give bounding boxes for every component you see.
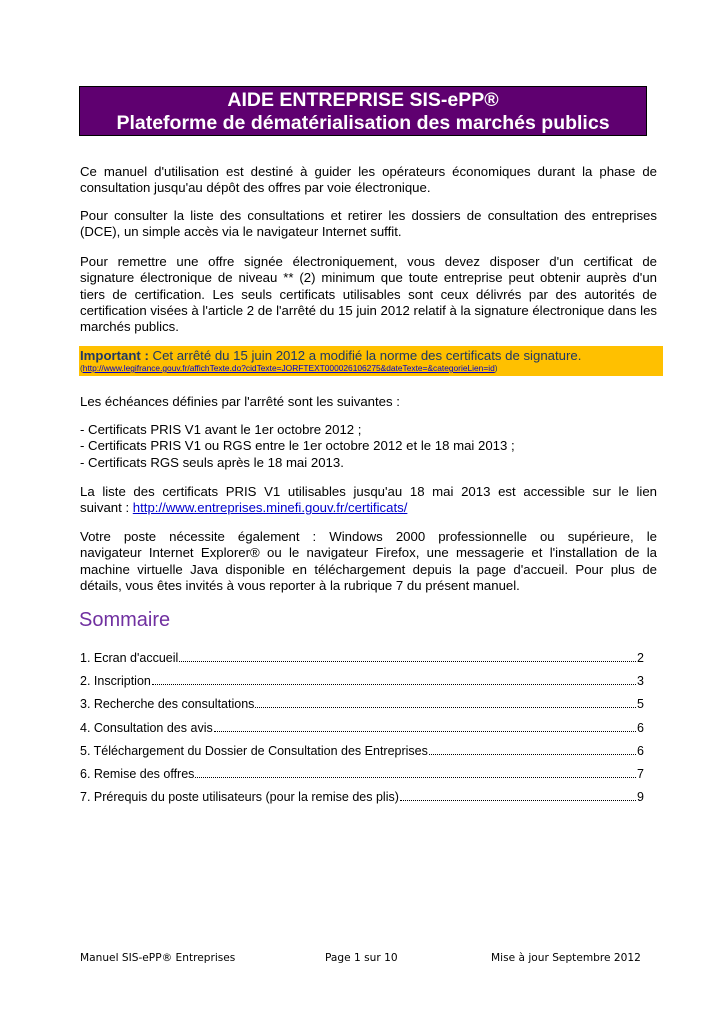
text-line: marchés publics. [80, 319, 179, 335]
legifrance-link[interactable]: http://www.legifrance.gouv.fr/affichTexte.do?cidTexte=JORFTEXT000026106275&dateTexte=&categorieLien=id [82, 363, 495, 373]
toc-title: 3. Recherche des consultations [80, 697, 255, 712]
important-notice [79, 346, 663, 376]
intro-paragraph-3 [80, 254, 657, 335]
list-item: - Certificats PRIS V1 ou RGS entre le 1er octobre 2012 et le 18 mai 2013 ; [80, 438, 515, 454]
footer-right: Mise à jour Septembre 2012 [491, 952, 641, 964]
toc-title: 1. Ecran d'accueil [80, 651, 179, 665]
title-line-1: AIDE ENTREPRISE SIS-ePP® [227, 89, 499, 111]
text-line: Pour remettre une offre signée électroniquement, vous devez disposer d'un certificat de [80, 254, 657, 269]
title-line-2: Plateforme de dématérialisation des marchés publics [116, 112, 610, 134]
important-link-line [80, 363, 663, 373]
text-line: machine virtuelle Java disponible en téléchargement depuis la page d'accueil. Pour plus de [80, 561, 657, 577]
text-line: navigateur Internet Explorer® ou le navigateur Firefox, une messagerie et l'installation de la [80, 545, 657, 561]
important-label: Important : [80, 348, 149, 363]
paren-open: ( [80, 363, 83, 373]
footer-page-number: Page 1 sur 10 [325, 952, 398, 964]
footer-left: Manuel SIS-ePP® Entreprises [80, 952, 236, 964]
text-line: signature électronique de niveau ** (2) minimum que toute entreprise peut obtenir auprès d'un [80, 270, 657, 286]
toc-leader [400, 789, 636, 801]
important-text: Cet arrêté du 15 juin 2012 a modifié la norme des certificats de signature. [148, 348, 582, 363]
toc-page: 3 [637, 674, 644, 689]
text-line: Ce manuel d'utilisation est destiné à guider les opérateurs économiques durant la phase de [80, 164, 657, 179]
toc-title: 7. Prérequis du poste utilisateurs (pour la remise des plis) [80, 790, 399, 805]
toc-item-2[interactable] [80, 673, 644, 696]
toc-item-1[interactable] [80, 650, 644, 673]
intro-paragraph-1 [80, 164, 657, 197]
toc-item-3[interactable] [80, 696, 644, 719]
toc-title: 4. Consultation des avis [80, 720, 213, 735]
text-line: La liste des certificats PRIS V1 utilisables jusqu'au 18 mai 2013 est accessible sur le lien [80, 484, 657, 499]
liste-paragraph [80, 484, 657, 517]
liste-prefix: suivant : [80, 500, 133, 516]
intro-paragraph-2 [80, 208, 657, 241]
toc-item-4[interactable] [80, 720, 644, 743]
poste-paragraph [80, 529, 657, 594]
text-line: Les échéances définies par l'arrêté sont les suivantes : [80, 394, 400, 409]
toc-leader [255, 696, 636, 708]
toc-title: 5. Téléchargement du Dossier de Consultation des Entreprises [80, 743, 428, 758]
toc-leader [195, 766, 636, 778]
paren-close: ) [494, 363, 498, 373]
toc-item-5[interactable] [80, 743, 644, 766]
certificats-link[interactable]: http://www.entreprises.minefi.gouv.fr/certificats/ [132, 500, 408, 516]
toc-leader [214, 720, 636, 732]
list-item: - Certificats RGS seuls après le 18 mai 2013. [80, 454, 344, 470]
toc-page: 9 [637, 790, 644, 805]
important-main-line [80, 348, 663, 363]
text-line: consultation jusqu'au dépôt des offres par voie électronique. [80, 180, 431, 196]
toc-item-6[interactable] [80, 766, 644, 789]
list-item: - Certificats PRIS V1 avant le 1er octobre 2012 ; [80, 422, 362, 437]
echeances-list [80, 422, 657, 471]
text-line: détails, vous êtes invités à vous reporter à la rubrique 7 du présent manuel. [80, 577, 520, 593]
text-line: tiers de certification. Les seuls certificats utilisables sont ceux délivrés par des autorités de [80, 286, 657, 302]
toc-page: 2 [637, 651, 644, 665]
sommaire-heading: Sommaire [79, 609, 171, 631]
text-line: certification visées à l'article 2 de l'arrêté du 15 juin 2012 relatif à la signature électronique dans les [80, 302, 657, 318]
text-line [80, 500, 657, 516]
toc-page: 5 [637, 697, 644, 712]
text-line: Pour consulter la liste des consultations et retirer les dossiers de consultation des entreprises [80, 208, 657, 223]
text-line: (DCE), un simple accès via le navigateur Internet suffit. [80, 224, 402, 240]
toc-page: 6 [637, 720, 644, 735]
toc-page: 7 [637, 766, 644, 781]
toc-leader [429, 743, 636, 755]
toc-page: 6 [637, 743, 644, 758]
echeances-intro [80, 394, 657, 410]
toc-leader [152, 673, 636, 685]
text-line: Votre poste nécessite également : Windows 2000 professionnelle ou supérieure, le [80, 529, 657, 544]
toc-title: 2. Inscription [80, 674, 151, 689]
toc-leader [179, 650, 636, 662]
table-of-contents [80, 650, 644, 812]
title-banner [79, 86, 647, 136]
toc-item-7[interactable] [80, 789, 644, 812]
toc-title: 6. Remise des offres [80, 766, 195, 781]
